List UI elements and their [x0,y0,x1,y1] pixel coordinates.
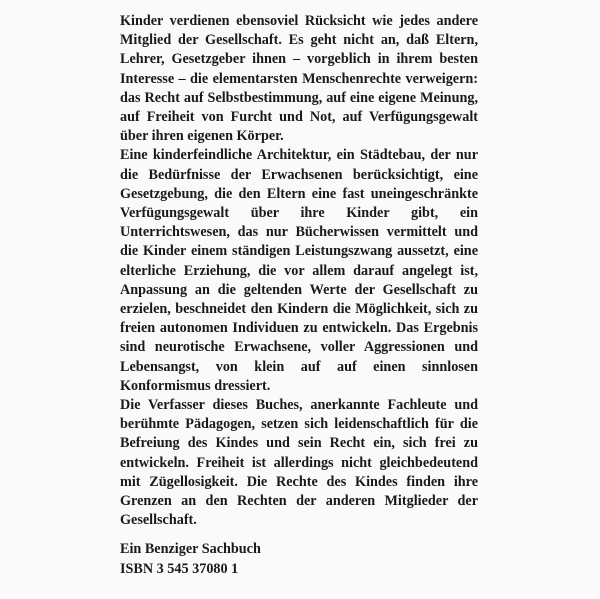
publisher-imprint [120,540,261,579]
blurb-paragraph-1: Kinder verdienen ebensoviel Rücksicht wie jedes andere Mitglied der Gesellschaft. Es geht nicht an, daß Eltern, Lehrer, Gesetzgeber ihnen – vorgeblich in ihrem besten Interesse – die elementarsten Menschenrechte verweigern: das Recht auf Selbstbestimmung, auf eine eigene Meinung, auf Freiheit von Furcht und Not, auf Verfügungsgewalt über ihren eigenen Körper. [120,13,478,145]
isbn-line: ISBN 3 545 37080 1 [120,560,239,577]
blurb-paragraph-3: Die Verfasser dieses Buches, anerkannte Fachleute und berühmte Pädagogen, setzen sich leidenschaftlich für die Befreiung des Kindes und sein Recht ein, sich frei zu entwickeln. Freiheit ist allerdings nicht gleichbedeutend mit Zügellosigkeit. Die Rechte des Kindes finden ihre Grenzen an den Rechten der anderen Mitglieder der Gesellschaft. [120,397,478,529]
blurb-text [120,12,478,530]
blurb-paragraph-2: Eine kinderfeindliche Architektur, ein Städtebau, der nur die Bedürfnisse der Erwachsenen berücksichtigt, eine Gesetzgebung, die den Eltern eine fast uneingeschränkte Verfügungsgewalt über ihre Kinder gibt, ein Unterrichtswesen, das nur Bücherwissen vermittelt und die Kinder einem ständigen Leistungszwang aussetzt, eine elterliche Erziehung, die vor allem darauf angelegt ist, Anpassung an die geltenden Werte der Gesellschaft zu erzielen, beschneidet den Kindern die Möglichkeit, sich zu freien autonomen Individuen zu entwickeln. Das Ergebnis sind neurotische Erwachsene, voller Aggressionen und Lebensangst, von klein auf auf einen sinnlosen Konformismus dressiert. [120,147,478,394]
series-line: Ein Benziger Sachbuch [120,541,261,557]
